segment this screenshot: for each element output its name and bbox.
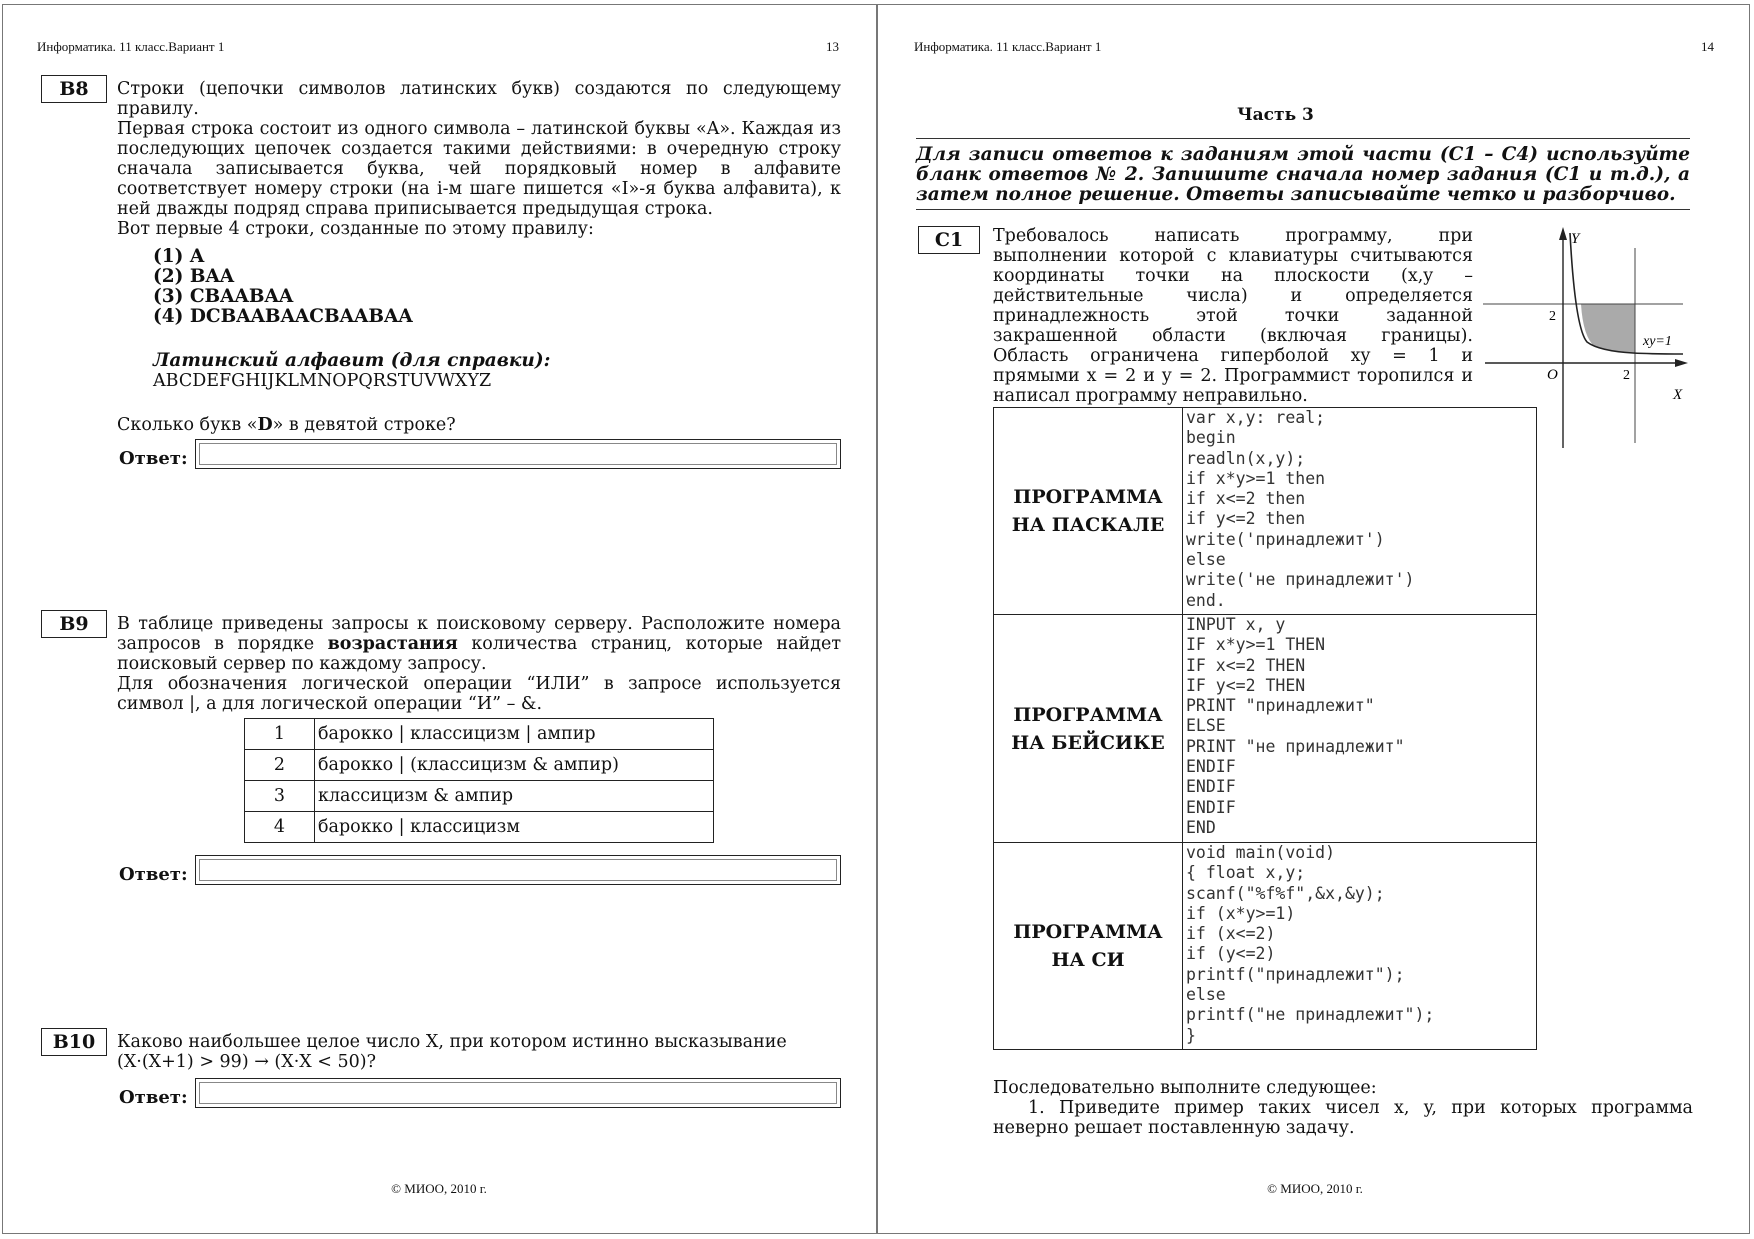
page-footer: © МИОО, 2010 г. [1267, 1181, 1363, 1196]
table-row [245, 781, 714, 812]
program-label [994, 615, 1183, 843]
code-line: PRINT "принадлежит" [1186, 696, 1375, 716]
code-line: if (x*y>=1) [1186, 903, 1296, 923]
row-query: классицизм & ампир [315, 781, 714, 812]
c1-after-2: 1. Приведите пример таких чисел x, y, при которых программа неверно решает поставленную задачу. [993, 1098, 1693, 1138]
row-number: 3 [245, 781, 315, 812]
b9-p1-pre: В таблице приведены запросы к поисковому серверу. Расположите номера запросов в порядке [117, 614, 841, 654]
table-row [245, 750, 714, 781]
alphabet-label: Латинский алфавит (для справки): [153, 350, 551, 371]
code-line: else [1186, 550, 1226, 570]
code-line: scanf("%f%f",&x,&y); [1186, 883, 1385, 903]
label-line: НА СИ [1051, 949, 1125, 971]
b10-answer-label: Ответ: [119, 1087, 188, 1108]
code-line: INPUT x, y [1186, 615, 1286, 634]
y-axis-label: Y [1571, 231, 1580, 247]
page-header: Информатика. 11 класс.Вариант 1 [37, 39, 225, 54]
x-axis-label: X [1673, 387, 1683, 403]
x-axis-arrow [1675, 359, 1688, 367]
sequence-line: (2) BAA [153, 266, 235, 287]
right-page [877, 4, 1750, 1234]
code-line: if (x<=2) [1186, 924, 1276, 944]
task-label-c1: C1 [918, 226, 980, 254]
row-number: 4 [245, 812, 315, 843]
c1-line: написал программу неправильно. [993, 386, 1308, 406]
b8-text [117, 79, 841, 239]
code-line: } [1186, 1025, 1196, 1045]
row-query: барокко | классицизм [315, 812, 714, 843]
instructions: Для записи ответов к заданиям этой части (С1 – С4) используйте бланк ответов № 2. Запишите сначала номер задания (С1 и т.д.), а затем полное решение. Ответы записывайте четко и разборчиво. [916, 144, 1690, 205]
sequence-line: (3) CBAABAA [153, 286, 294, 307]
code-line: ELSE [1186, 716, 1226, 736]
label-line: НА ПАСКАЛЕ [1011, 514, 1165, 536]
tick-y-label: 2 [1549, 309, 1556, 324]
c1-line: Требовалось написать программу, при [993, 226, 1473, 246]
b8-answer-field[interactable] [195, 439, 841, 469]
curve-label: xy=1 [1643, 334, 1672, 349]
part-title: Часть 3 [1237, 105, 1314, 125]
b9-paragraph-1 [117, 614, 841, 674]
code-line: ENDIF [1186, 797, 1236, 817]
shaded-region [1581, 304, 1635, 353]
b8-answer-label: Ответ: [119, 448, 188, 469]
c1-line: принадлежность этой точки заданной [993, 306, 1473, 326]
b9-paragraph-2: Для обозначения логической операции “ИЛИ” в запросе используется символ |, а для логической операции “И” – &. [117, 674, 841, 714]
code-line: write('не принадлежит') [1186, 570, 1415, 590]
row-number: 2 [245, 750, 315, 781]
task-label-b9: B9 [41, 610, 107, 638]
program-code [1183, 408, 1537, 615]
divider-top [916, 138, 1690, 139]
row-number: 1 [245, 719, 315, 750]
program-label [994, 408, 1183, 615]
code-line: { float x,y; [1186, 863, 1306, 883]
task-label-b10: B10 [41, 1028, 107, 1056]
label-line: ПРОГРАММА [1013, 486, 1163, 508]
code-line: begin [1186, 428, 1236, 448]
b9-p1-post: количества страниц, которые найдет поисковый сервер по каждому запросу. [117, 634, 842, 674]
c1-line: Область ограничена гиперболой xy = 1 и [993, 346, 1473, 366]
c1-text [993, 226, 1473, 406]
b10-paragraph-2: (X·(X+1) > 99) → (X·X < 50)? [117, 1052, 377, 1072]
b9-text [117, 614, 841, 714]
code-line: IF y<=2 THEN [1186, 675, 1306, 695]
code-line: printf("не принадлежит"); [1186, 1005, 1435, 1025]
program-code [1183, 843, 1537, 1050]
b9-answer-label: Ответ: [119, 864, 188, 885]
label-line: ПРОГРАММА [1013, 703, 1163, 726]
code-line: void main(void) [1186, 843, 1336, 862]
code-line: if y<=2 then [1186, 509, 1306, 529]
program-code [1183, 615, 1537, 843]
query-table [244, 718, 714, 843]
code-line: var x,y: real; [1186, 408, 1326, 427]
left-page [2, 4, 877, 1234]
code-line: readln(x,y); [1186, 448, 1306, 468]
b8-sequence [153, 247, 413, 327]
program-row-basic [994, 615, 1537, 843]
page-footer: © МИОО, 2010 г. [391, 1181, 487, 1196]
row-query: барокко | классицизм | ампир [315, 719, 714, 750]
code-line: IF x*y>=1 THEN [1186, 635, 1326, 655]
program-row-pascal [994, 408, 1537, 615]
c1-line: координаты точки на плоскости (x,y – [993, 266, 1473, 286]
code-line: if x<=2 then [1186, 489, 1306, 509]
b10-answer-field[interactable] [195, 1078, 841, 1108]
divider-bottom [916, 209, 1690, 210]
b9-answer-field[interactable] [195, 855, 841, 885]
code-line: END [1186, 817, 1216, 837]
c1-line: действительные числа) и определяется [993, 286, 1473, 306]
table-row [245, 719, 714, 750]
label-line: НА БЕЙСИКЕ [1011, 731, 1165, 754]
table-row [245, 812, 714, 843]
code-line: if x*y>=1 then [1186, 468, 1326, 488]
b8-paragraph-3: Вот первые 4 строки, созданные по этому правилу: [117, 219, 594, 239]
question-pre: Сколько букв « [117, 415, 258, 435]
y-axis-arrow [1559, 227, 1567, 240]
b8-paragraph-1: Строки (цепочки символов латинских букв) создаются по следующему правилу. [117, 79, 841, 119]
question-post: » в девятой строке? [272, 415, 456, 435]
c1-after-1: Последовательно выполните следующее: [993, 1078, 1377, 1098]
sequence-line: (1) A [153, 246, 205, 267]
question-letter: D [257, 415, 273, 435]
b10-text [117, 1032, 841, 1072]
b10-paragraph-1: Каково наибольшее целое число X, при котором истинно высказывание [117, 1032, 787, 1052]
code-line: write('принадлежит') [1186, 529, 1385, 549]
page-number: 14 [1701, 39, 1714, 54]
sequence-line: (4) DCBAABAACBAABAA [153, 306, 413, 327]
task-label-b8: B8 [41, 75, 107, 103]
code-line: if (y<=2) [1186, 944, 1276, 964]
row-query: барокко | (классицизм & ампир) [315, 750, 714, 781]
origin-label: O [1547, 367, 1558, 383]
code-line: end. [1186, 590, 1226, 610]
code-line: IF x<=2 THEN [1186, 655, 1306, 675]
code-line: ENDIF [1186, 777, 1236, 797]
tick-x-label: 2 [1623, 368, 1630, 383]
c1-after-text [993, 1078, 1693, 1138]
alphabet: ABCDEFGHIJKLMNOPQRSTUVWXYZ [153, 371, 492, 391]
page-number: 13 [826, 39, 839, 54]
program-row-c [994, 843, 1537, 1050]
code-line: printf("принадлежит"); [1186, 964, 1405, 984]
program-label [994, 843, 1183, 1050]
code-line: else [1186, 985, 1226, 1005]
page-header: Информатика. 11 класс.Вариант 1 [914, 39, 1102, 54]
b8-question [117, 415, 456, 435]
code-line: PRINT "не принадлежит" [1186, 736, 1405, 756]
programs-table [993, 407, 1537, 1050]
b8-paragraph-2: Первая строка состоит из одного символа – латинской буквы «A». Каждая из последующих цепочек создается такими действиями: в очередную строку сначала записывается буква, чей порядковый номер в алфавите соответствует номеру строки (на i-м шаге пишется «I»-я буква алфавита), к ней дважды подряд справа приписывается предыдущая строка. [117, 119, 841, 219]
c1-line: закрашенной области (включая границы). [993, 326, 1473, 346]
label-line: ПРОГРАММА [1013, 921, 1163, 943]
c1-line: выполнении которой с клавиатуры считываются [993, 246, 1473, 266]
c1-line: прямыми x = 2 и y = 2. Программист торопился и [993, 366, 1473, 386]
b9-p1-bold: возрастания [327, 634, 458, 654]
code-line: ENDIF [1186, 757, 1236, 777]
